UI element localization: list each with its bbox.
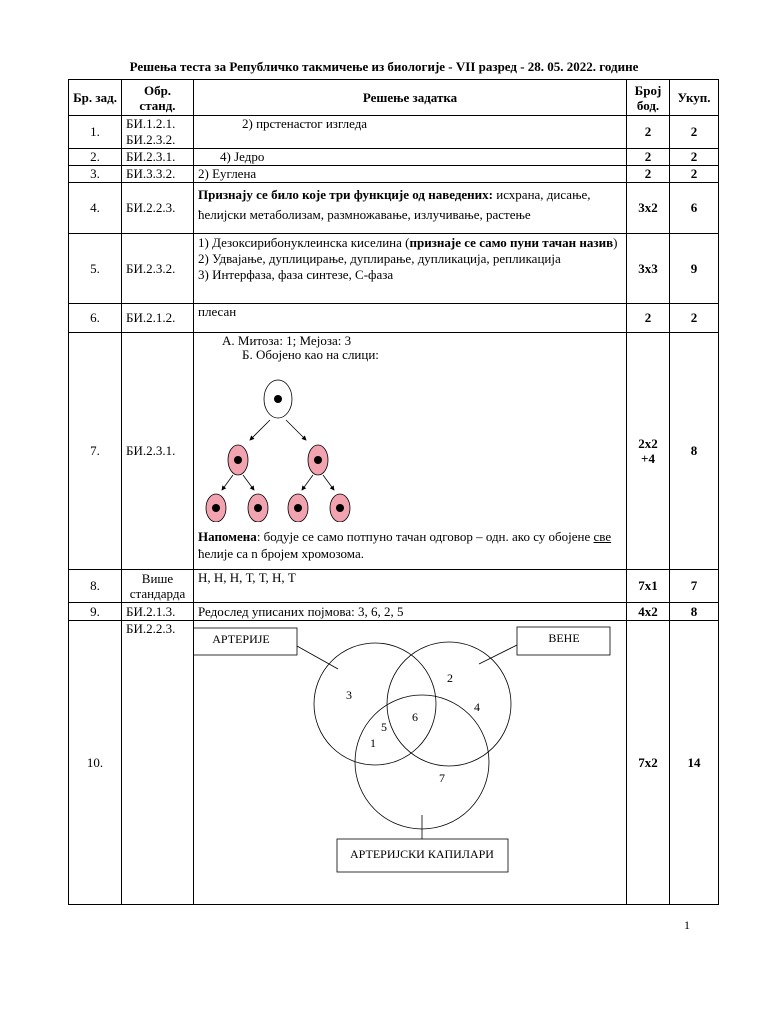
solution-text: плесан (194, 304, 627, 333)
solution-body: исхрана, дисање, ћелијски метаболизам, размножавање, излучивање, растење (198, 187, 591, 222)
arteries-label: АРТЕРИЈЕ (212, 632, 270, 646)
region-number: 3 (346, 688, 352, 702)
division-arrow (250, 420, 270, 440)
table-row (69, 621, 719, 905)
total: 14 (670, 621, 719, 905)
region-number: 6 (412, 710, 418, 724)
solution-text: 2) прстенастог изгледа (194, 116, 627, 149)
table-row (69, 116, 719, 149)
region-number: 1 (370, 736, 376, 750)
points: 2 (627, 166, 670, 183)
table-row (69, 149, 719, 166)
cell-nucleus (274, 395, 282, 403)
table-row (69, 304, 719, 333)
points: 4x2 (627, 603, 670, 621)
solution-emphasis: признаје се само пуни тачан назив (409, 235, 614, 250)
total: 9 (670, 234, 719, 304)
points: 3x2 (627, 183, 670, 234)
solution-text: Редослед уписаних појмова: 3, 6, 2, 5 (194, 603, 627, 621)
table-row (69, 603, 719, 621)
standard-code: БИ.3.3.2. (122, 166, 194, 183)
table-row (69, 333, 719, 570)
standard-code: БИ.2.3.1. (122, 333, 194, 570)
part-a: А. Митоза: 1; Мејоза: 3 (222, 333, 352, 348)
header-total: Укуп. (670, 80, 719, 116)
solution-text: 4) Једро (194, 149, 627, 166)
answer-table (68, 79, 719, 905)
division-arrow (302, 475, 313, 490)
solution-part: 1) Дезоксирибонуклеинска киселина ( (198, 235, 410, 250)
task-number: 7. (69, 333, 122, 570)
note (198, 528, 622, 562)
table-header-row (69, 80, 719, 116)
header-solution: Решење задатка (194, 80, 627, 116)
standard-code: БИ.2.1.3. (122, 603, 194, 621)
note-text: ћелије са n бројем хромозома. (198, 546, 364, 561)
solution-emphasis: Признају се било које три функције од наведених: (198, 187, 493, 202)
table-row (69, 183, 719, 234)
total: 2 (670, 166, 719, 183)
region-number: 4 (474, 700, 480, 714)
task-number: 3. (69, 166, 122, 183)
note-label: Напомена (198, 529, 257, 544)
total: 2 (670, 116, 719, 149)
region-number: 7 (439, 771, 445, 785)
points: 2 (627, 304, 670, 333)
cell-nucleus (314, 456, 322, 464)
table-row (69, 234, 719, 304)
solution-line-2: 2) Удвајање, дуплицирање, дуплирање, дупликација, репликација (198, 251, 561, 266)
standard-code: БИ.2.2.3. (122, 183, 194, 234)
task-number: 10. (69, 621, 122, 905)
solution-text: Н, Н, Н, Т, Т, Н, Т (194, 570, 627, 603)
region-number: 2 (447, 671, 453, 685)
cell-nucleus (234, 456, 242, 464)
arteries-connector (297, 646, 338, 669)
total: 8 (670, 603, 719, 621)
solution-text: 2) Еуглена (194, 166, 627, 183)
note-text: : бодује се само потпуно тачан одговор – одн. ако су обојене (256, 529, 594, 544)
solution-text (194, 183, 627, 234)
header-points: Број бод. (627, 80, 670, 116)
points-part: 2x2 (638, 436, 658, 451)
note-underlined: све (593, 529, 612, 544)
table-row (69, 570, 719, 603)
page-title: Решења теста за Републичко такмичење из биологије - VII разред - 28. 05. 2022. године (129, 59, 639, 74)
points: 2 (627, 116, 670, 149)
page-number: 1 (684, 918, 690, 932)
task-number: 2. (69, 149, 122, 166)
division-arrow (243, 475, 254, 490)
standard-code: Више стандарда (122, 570, 194, 603)
total: 2 (670, 149, 719, 166)
veins-circle (387, 642, 511, 766)
capillaries-label: АРТЕРИЈСКИ КАПИЛАРИ (350, 847, 494, 861)
task-number: 6. (69, 304, 122, 333)
header-num: Бр. зад. (69, 80, 122, 116)
points: 2 (627, 149, 670, 166)
part-b: Б. Обојено као на слици: (242, 347, 379, 362)
task-number: 4. (69, 183, 122, 234)
venn-cell (194, 621, 627, 905)
cell-nucleus (294, 504, 302, 512)
division-arrow (286, 420, 306, 440)
points: 3x3 (627, 234, 670, 304)
standard-code: БИ.2.3.2. (122, 234, 194, 304)
solution-part: ) (613, 235, 618, 250)
standard-code: БИ.2.3.1. (122, 149, 194, 166)
cell-division-diagram (200, 362, 400, 522)
task-number: 9. (69, 603, 122, 621)
table-row (69, 166, 719, 183)
solution-text (194, 333, 627, 570)
veins-label: ВЕНЕ (548, 631, 580, 645)
standard-code: БИ.1.2.1. БИ.2.3.2. (122, 116, 194, 149)
standard-code: БИ.2.2.3. (122, 621, 194, 905)
points-part: +4 (641, 451, 655, 466)
header-std: Обр. станд. (122, 80, 194, 116)
venn-diagram (194, 621, 626, 903)
total: 2 (670, 304, 719, 333)
total: 8 (670, 333, 719, 570)
standard-code: БИ.2.1.2. (122, 304, 194, 333)
total: 7 (670, 570, 719, 603)
solution-line-1 (198, 235, 622, 251)
task-number: 5. (69, 234, 122, 304)
division-arrow (323, 475, 334, 490)
region-number: 5 (381, 720, 387, 734)
points (627, 333, 670, 570)
cell-nucleus (336, 504, 344, 512)
veins-connector (479, 645, 517, 664)
points: 7x1 (627, 570, 670, 603)
division-arrow (222, 475, 233, 490)
solution-line-3: 3) Интерфаза, фаза синтезе, С-фаза (198, 267, 394, 282)
solution-text (194, 234, 627, 304)
capillaries-circle (355, 695, 489, 829)
points: 7x2 (627, 621, 670, 905)
cell-nucleus (254, 504, 262, 512)
task-number: 8. (69, 570, 122, 603)
total: 6 (670, 183, 719, 234)
cell-nucleus (212, 504, 220, 512)
task-number: 1. (69, 116, 122, 149)
